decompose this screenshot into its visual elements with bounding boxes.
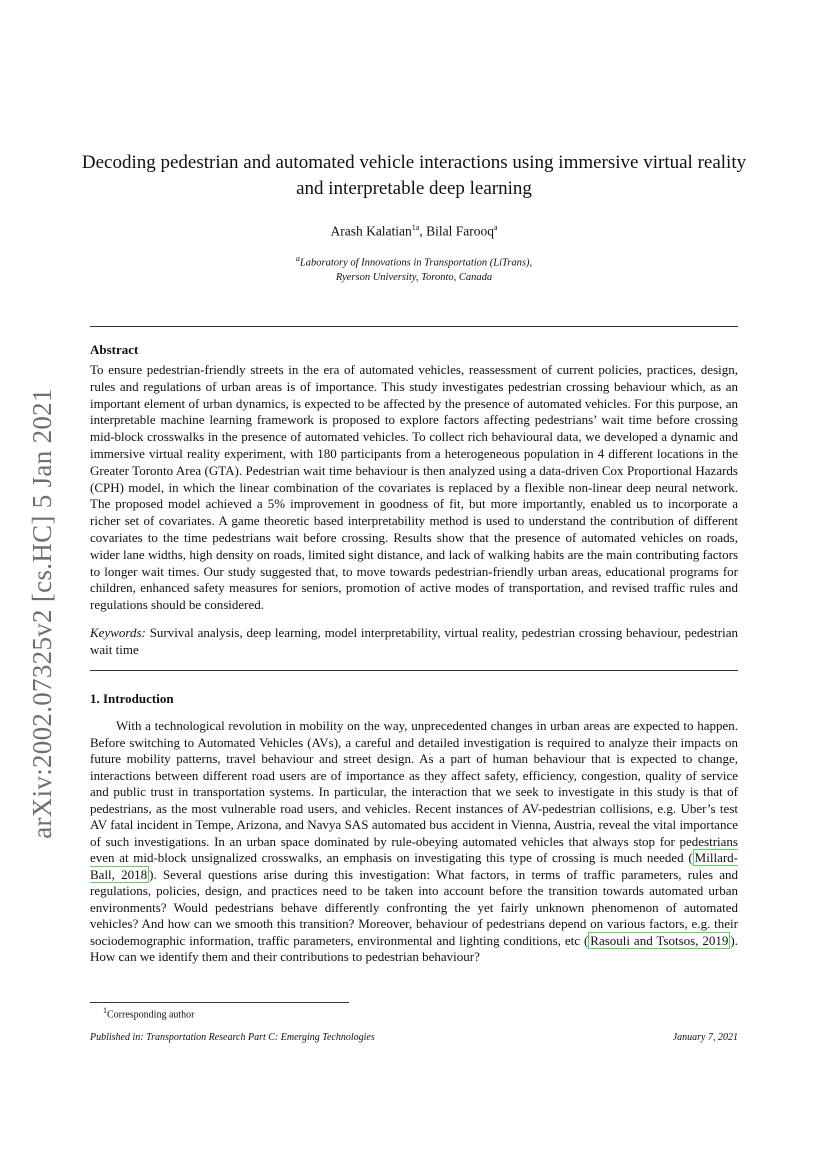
author-2-name: Bilal Farooq bbox=[426, 223, 494, 239]
paper-title: Decoding pedestrian and automated vehicle interactions using immersive virtual reality and interpretable deep learning bbox=[81, 152, 747, 199]
author-2-mark: a bbox=[493, 223, 498, 232]
arxiv-identifier-text: arXiv:2002.07325v2 [cs.HC] 5 Jan 2021 bbox=[26, 387, 57, 839]
author-1-name: Arash Kalatian bbox=[330, 223, 412, 239]
intro-text-part-2: ). Several questions arise during this investigation: What factors, in terms of traffic parameters, rules and regulations, policies, design, and practices need to be taken into account before the transition towards automated urban environments? Would pedestrians behave differently confronting the yet fairly unknown phenomenon of automated vehicles? And how can we smooth this transition? Moreover, behaviour of pedestrians depend on various factors, e.g. their sociodemographic information, traffic parameters, environmental and lighting conditions, etc ( bbox=[90, 866, 738, 948]
author-list bbox=[70, 223, 758, 240]
intro-text-part-3: ). How can we identify them and their contributions to pedestrian behaviour? bbox=[90, 932, 738, 964]
footnote bbox=[103, 1006, 195, 1020]
citation-link-rasouli-tsotsos[interactable]: Rasouli and Tsotsos, 2019 bbox=[590, 932, 729, 948]
abstract-text: To ensure pedestrian-friendly streets in the era of automated vehicles, reassessment of current policies, practices, design, rules and regulations of urban areas is of importance. This study investigates pedestrian crossing behaviour which, as an important element of urban dynamics, is expected to be affected by the presence of automated vehicles. For this purpose, an interpretable machine learning framework is proposed to explore factors affecting pedestrians’ wait time before crossing mid-block crosswalks in the presence of automated vehicles. To collect rich behavioural data, we developed a dynamic and immersive virtual reality experiment, with 180 participants from a heterogeneous population in 4 different locations in the Greater Toronto Area (GTA). Pedestrian wait time behaviour is then analyzed using a data-driven Cox Proportional Hazards (CPH) model, in which the linear combination of the covariates is replaced by a flexible non-linear deep neural network. The proposed model achieved a 5% improvement in goodness of fit, but more importantly, enabled us to incorporate a richer set of covariates. A game theoretic based interpretability method is used to understand the contribution of different covariates to the time pedestrians wait before crossing. Results show that the presence of automated vehicles on roads, wider lane widths, high density on roads, limited sight distance, and lack of walking habits are the main contributing factors to longer wait times. Our study suggested that, to move towards pedestrian-friendly urban areas, educational programs for children, enhanced safety measures for seniors, promotion of active modes of transportation, and revised traffic rules and regulations should be considered. bbox=[90, 362, 738, 613]
keywords-text: Survival analysis, deep learning, model interpretability, virtual reality, pedestrian crossing behaviour, pedestrian wait time bbox=[90, 625, 739, 657]
footnote-mark: 1 bbox=[103, 1006, 107, 1015]
section-heading-introduction: 1. Introduction bbox=[90, 691, 174, 706]
publication-date: January 7, 2021 bbox=[672, 1032, 738, 1043]
author-1-mark: 1a bbox=[411, 223, 420, 232]
intro-text-part-1: With a technological revolution in mobility on the way, unprecedented changes in urban areas are expected to happen. Before switching to Automated Vehicles (AVs), a careful and detailed investigation is required to analyze their impacts on future mobility patterns, travel behaviour and street design. As a part of human behaviour that is expected to change, interactions between different road users are of importance as they affect safety, efficiency, congestion, quality of service and public trust in transportation systems. In particular, the interaction that we seek to investigate in this study is that of pedestrians, as the most vulnerable road users, and vehicles. Recent instances of AV-pedestrian collisions, e.g. Uber’s test AV fatal incident in Tempe, Arizona, and Navya SAS automated bus accident in Vienna, Austria, reveal the vital importance of such investigations. In an urban space dominated by rule-obeying automated vehicles that always stop for pedestrians even at mid-block unsignalized crosswalks, an emphasis on investigating this type of crossing is much needed ( bbox=[90, 718, 738, 865]
affiliation-line-1: Laboratory of Innovations in Transportation (LiTrans), bbox=[299, 257, 533, 269]
bottom-divider bbox=[90, 670, 738, 671]
arxiv-identifier-stamp bbox=[22, 378, 62, 848]
top-divider bbox=[90, 326, 738, 327]
affiliation-mark: a bbox=[295, 254, 300, 263]
affiliation-line-2: Ryerson University, Toronto, Canada bbox=[335, 271, 493, 283]
introduction-paragraph bbox=[90, 718, 738, 966]
footnote-text: Corresponding author bbox=[107, 1009, 195, 1021]
footnote-divider bbox=[90, 1002, 349, 1003]
abstract-heading: Abstract bbox=[90, 342, 139, 357]
keywords bbox=[90, 625, 738, 659]
keywords-label: Keywords: bbox=[90, 625, 146, 640]
author-separator: , bbox=[419, 223, 427, 239]
affiliation bbox=[70, 252, 758, 285]
publication-info: Published in: Transportation Research Part C: Emerging Technologies bbox=[90, 1032, 375, 1043]
citation-link-millard-ball[interactable]: Millard-Ball, 2018 bbox=[90, 850, 738, 882]
